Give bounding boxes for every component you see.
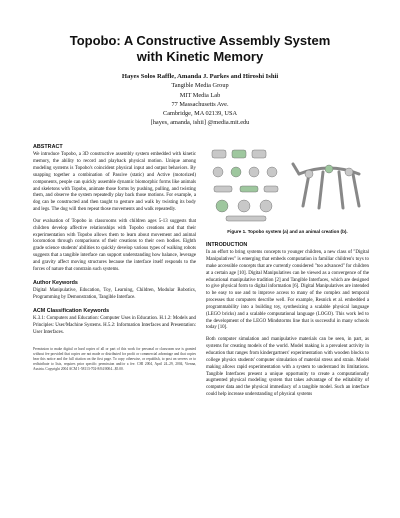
abstract-heading: ABSTRACT (33, 144, 63, 150)
affiliation-line: MIT Media Lab (179, 91, 221, 99)
figure-1b-animal-creation (289, 144, 369, 226)
intro-paragraph: Both computer simulation and manipulative materials can be seen, in part, as systems for creating models of the world. Model making is a prevalent activity in education that ranges from kindergartners' experimentation with wooden blocks to college physics students' computer simulation of material stress and strain. Model making allows rapid experimentation with a system to understand its limitations. Tangible Interfaces present a unique opportunity to create a computationally augmented physical modeling system that takes advantage of the editability of computer data and the physical immediacy of a tangible model. Such an interface could help increase understanding of physical systems (206, 337, 369, 398)
figure-1a-topobo-parts (206, 144, 286, 226)
author-block (0, 72, 400, 128)
title-line-2: with Kinetic Memory (136, 49, 264, 64)
intro-paragraph: In an effort to bring systems concepts to younger children, a new class of "Digital Manipulatives" is emerging that embeds computation in familiar children's toys to make accessible concepts that are currently considered "too advanced" for children at a certain age [10]. Digital Manipulatives can be viewed as a convergence of the educational manipulative tradition [2] and Tangible Interfaces, which are designed to give physical form to digital information [6]. Digital Manipulatives are intended to be easy to use and to improve access to many of the complex and temporal processes that computers describe well. For example, Resnick et al. embedded a programmability into a building toy, synthesizing a scalable physical language (LEGO bricks) and a scalable computational language (LOGO). This work led to the development of the LEGO Mindstorms line that is successful in many schools today [10]. (206, 250, 369, 331)
figure-caption: Figure 1. Topobo system (a) and an animal creation (b). (227, 229, 348, 234)
paper-title (0, 33, 400, 65)
acm-heading: ACM Classification Keywords (33, 307, 110, 314)
author-emails: [hayes, amanda, ishii] @media.mit.edu (150, 119, 250, 127)
author-names: Hayes Solos Raffle, Amanda J. Parkes and Hiroshi Ishii (121, 73, 279, 80)
acm-text: K.3.1: Computers and Education: Computer Uses in Education. H.1.2: Models and Principles: User/Machine Systems. H.5.2: Information Interfaces and Presentation: User Interfaces. (33, 316, 196, 335)
affiliation-line: 77 Massachusetts Ave. (171, 100, 229, 108)
permission-notice: Permission to make digital or hard copies of all or part of this work for personal or classroom use is granted without fee provided that copies are not made or distributed for profit or commercial advantage and that copies bear this notice and the full citation on the first page. To copy otherwise, or republish, to post on servers or to redistribute to lists, requires prior specific permission and/or a fee. CHI 2004, April 24–29, 2004, Vienna, Austria. Copyright 2004 ACM 1-58113-702-8/04/0004...$5.00. (33, 346, 196, 371)
keywords-text: Digital Manipulative, Education, Toy, Learning, Children, Modular Robotics, Programming by Demonstration, Tangible Interface. (33, 288, 196, 300)
affiliation-line: Cambridge, MA 02139, USA (163, 110, 237, 118)
figure-1 (206, 144, 369, 226)
left-column (33, 144, 196, 372)
introduction-heading: INTRODUCTION (206, 241, 248, 248)
affiliation-line: Tangible Media Group (171, 82, 229, 90)
abstract-paragraph: Our evaluation of Topobo in classrooms with children ages 5-13 suggests that children develop affective relationships with Topobo creations and that their experimentation with Topobo allows them to learn about movement and animal locomotion through comparisons of their creations to their own bodies. Eighth grade science students' abilities to quickly develop various types of walking robots suggests that a tangible interface can support understanding how balance, leverage and gravity affect moving structures because the interface itself responds to the forces of nature that constrain such systems. (33, 218, 196, 272)
keywords-heading: Author Keywords (33, 279, 78, 286)
title-line-1: Topobo: A Constructive Assembly System (69, 33, 331, 48)
abstract-paragraph: We introduce Topobo, a 3D constructive assembly system embedded with kinetic memory, the ability to record and playback physical motion. Unique among modeling systems is Topobo's coincident physical input and output behaviors. By snapping together a combination of Passive (static) and Active (motorized) components, people can quickly assemble dynamic biomorphic forms like animals and skeletons with Topobo, animate those forms by pushing, pulling, and twisting them, and observe the system repeatedly play back those motions. For example, a dog can be constructed and then taught to gesture and walk by twisting its body and legs. The dog will then repeat those movements and walk repeatedly. (33, 152, 196, 213)
right-column (206, 144, 369, 404)
